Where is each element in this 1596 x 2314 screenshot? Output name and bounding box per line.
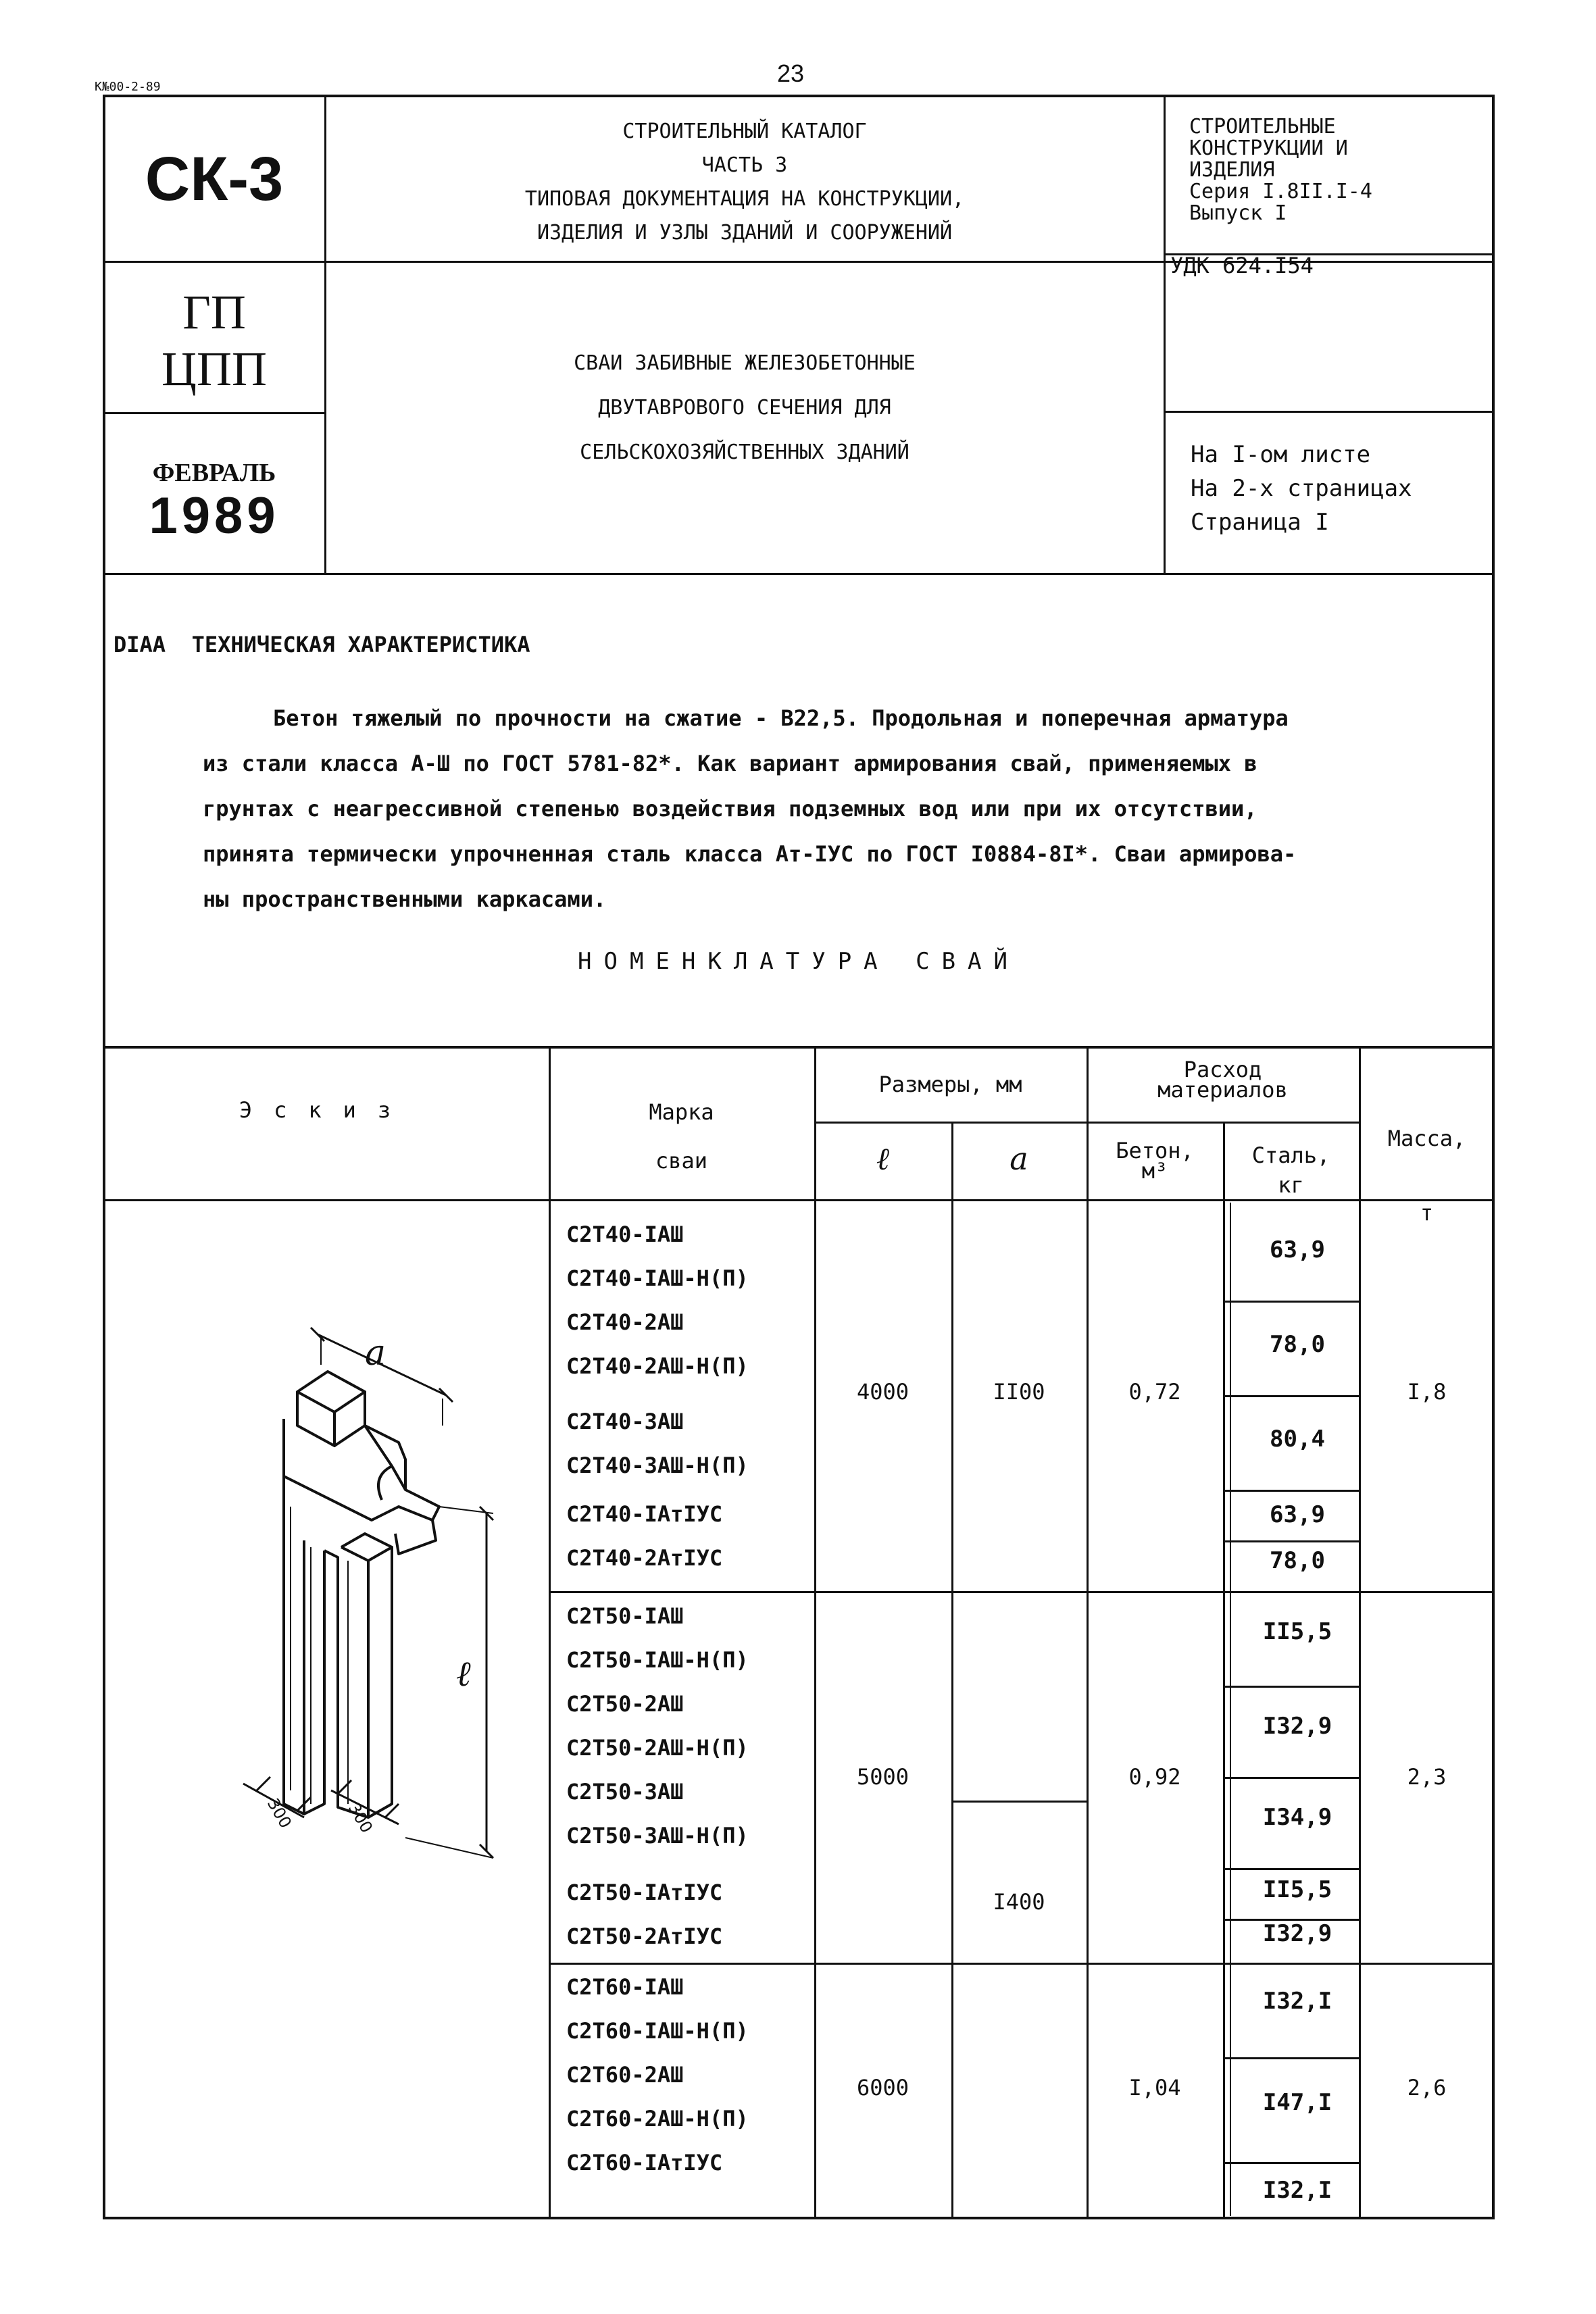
pile-cap-end xyxy=(395,1520,436,1554)
pile-mark: С2Т40-2АШ xyxy=(566,1309,684,1335)
pile-cap-notch xyxy=(378,1466,392,1500)
header-mark-line: Марка xyxy=(649,1099,714,1125)
pile-mark: С2Т40-3АШ xyxy=(566,1409,684,1434)
header-concrete-line: м³ xyxy=(1141,1158,1168,1184)
page-number: 23 xyxy=(777,59,805,87)
steel-cell-line xyxy=(1223,1868,1359,1870)
label-a: а xyxy=(365,1333,386,1374)
paragraph-line: принята термически упрочненная сталь класса Ат-IУС по ГОСТ I0884-8I*. Сваи армирова- xyxy=(203,841,1297,867)
pile-mark: С2Т60-IАтIУС xyxy=(566,2150,723,2175)
mass-value: 2,3 xyxy=(1407,1764,1447,1790)
pile-mark: С2Т50-2АтIУС xyxy=(566,1923,723,1949)
issue-month: ФЕВРАЛЬ xyxy=(152,459,276,487)
pile-head-side xyxy=(334,1392,365,1446)
table-top-border xyxy=(103,1046,1495,1049)
issue-year: 1989 xyxy=(149,487,280,545)
sheet-line: Страница I xyxy=(1191,509,1329,536)
header-mark-line: сваи xyxy=(655,1148,708,1174)
steel-cell-line xyxy=(1223,1686,1359,1688)
header-l: ℓ xyxy=(876,1140,890,1177)
pile-mark: С2Т50-3АШ-Н(П) xyxy=(566,1823,749,1848)
udk-code: УДК 624.I54 xyxy=(1170,253,1314,278)
document-subject xyxy=(326,341,1164,475)
paragraph-line: ны пространственными каркасами. xyxy=(203,886,607,912)
organization xyxy=(103,284,326,397)
header-concrete xyxy=(1087,1138,1223,1184)
series-line: Серия I.8II.I-4 xyxy=(1189,180,1372,203)
steel-cell-line xyxy=(1223,1301,1359,1303)
sheet-line: На I-ом листе xyxy=(1191,441,1371,468)
header-concrete-line: Бетон, xyxy=(1116,1138,1194,1163)
col-divider-mark xyxy=(814,1046,816,2219)
pile-web xyxy=(304,1540,324,1814)
paragraph-text: Бетон тяжелый по прочности на сжатие - В22,5. Продольная и поперечная арматура xyxy=(273,705,1289,731)
series-line: Выпуск I xyxy=(1189,201,1287,225)
header-right-divider-2 xyxy=(1164,411,1495,413)
steel-value: II5,5 xyxy=(1262,1876,1332,1903)
catalog-line: ИЗДЕЛИЯ И УЗЛЫ ЗДАНИЙ И СООРУЖЕНИЙ xyxy=(537,221,953,245)
header-steel xyxy=(1223,1140,1359,1200)
pile-mark: С2Т50-IАШ xyxy=(566,1603,684,1629)
section-title: ТЕХНИЧЕСКАЯ ХАРАКТЕРИСТИКА xyxy=(191,632,530,657)
catalog-title xyxy=(326,115,1164,250)
pile-flange-top xyxy=(341,1534,392,1547)
steel-cell-line xyxy=(1223,1395,1359,1397)
organization-line-2: ЦПП xyxy=(161,342,267,396)
length-value: 4000 xyxy=(856,1379,909,1405)
steel-value: II5,5 xyxy=(1262,1618,1332,1645)
header-mark xyxy=(549,1088,814,1185)
steel-value: 63,9 xyxy=(1270,1236,1325,1263)
header-steel-line: Сталь, xyxy=(1251,1142,1330,1168)
group-divider-1 xyxy=(549,1591,1495,1593)
header-mass-line: т xyxy=(1420,1200,1434,1226)
pile-mark: С2Т60-IАШ-Н(П) xyxy=(566,2018,749,2044)
concrete-value: I,04 xyxy=(1128,2075,1181,2101)
concrete-value: 0,72 xyxy=(1128,1379,1181,1405)
pile-mark: С2Т40-2АШ-Н(П) xyxy=(566,1353,749,1379)
nomenclature-title: НОМЕНКЛАТУРА СВАЙ xyxy=(578,948,1020,975)
header-mass xyxy=(1359,1101,1495,1250)
pile-mark: С2Т50-3АШ xyxy=(566,1779,684,1805)
width-value: II00 xyxy=(993,1379,1045,1405)
pile-mark: С2Т40-IАШ-Н(П) xyxy=(566,1265,749,1291)
pile-mark: С2Т60-2АШ-Н(П) xyxy=(566,2106,749,2132)
concrete-value: 0,92 xyxy=(1128,1764,1181,1790)
col-divider-l xyxy=(951,1122,953,2219)
steel-value: I34,9 xyxy=(1262,1804,1332,1831)
paragraph-line xyxy=(203,696,1405,741)
steel-value: I32,9 xyxy=(1262,1713,1332,1740)
steel-cell-line xyxy=(1223,1490,1359,1492)
pile-mark: С2Т40-2АтIУС xyxy=(566,1545,723,1571)
steel-value: 78,0 xyxy=(1270,1547,1325,1574)
pile-mark: С2Т40-IАШ xyxy=(566,1222,684,1247)
col-divider-sketch xyxy=(549,1046,551,2219)
steel-value: 63,9 xyxy=(1270,1501,1325,1528)
steel-value: 80,4 xyxy=(1270,1426,1325,1453)
series-block xyxy=(1189,116,1372,224)
pile-flange-right-side xyxy=(368,1547,392,1817)
pile-head-top xyxy=(297,1372,365,1412)
series-line: КОНСТРУКЦИИ И xyxy=(1189,136,1348,160)
catalog-line: ТИПОВАЯ ДОКУМЕНТАЦИЯ НА КОНСТРУКЦИИ, xyxy=(524,187,965,211)
pile-flange-left xyxy=(284,1476,304,1814)
pile-mark: С2Т50-2АШ xyxy=(566,1691,684,1717)
mass-value: I,8 xyxy=(1407,1379,1447,1405)
subject-line: СЕЛЬСКОХОЗЯЙСТВЕННЫХ ЗДАНИЙ xyxy=(580,441,909,464)
steel-cell-line xyxy=(1223,2057,1359,2059)
header-mass-line: Масса, xyxy=(1387,1126,1466,1151)
header-left-divider xyxy=(103,412,326,414)
label-width-1: 300 xyxy=(263,1795,295,1832)
catalog-line: ЧАСТЬ 3 xyxy=(701,153,788,177)
section-code: DIAA xyxy=(114,632,166,657)
paragraph-line: грунтах с неагрессивной степенью воздействия подземных вод или при их отсутствии, xyxy=(203,796,1257,822)
pile-mark: С2Т50-IАтIУС xyxy=(566,1880,723,1905)
header-consumption xyxy=(1087,1057,1359,1103)
steel-value: I47,I xyxy=(1262,2089,1332,2116)
subject-line: ДВУТАВРОВОГО СЕЧЕНИЯ ДЛЯ xyxy=(598,396,891,420)
section-heading xyxy=(114,632,530,657)
series-line: ИЗДЕЛИЯ xyxy=(1189,158,1275,182)
header-sizes: Размеры, мм xyxy=(878,1072,1022,1097)
label-width-2: 300 xyxy=(344,1800,376,1836)
length-value: 6000 xyxy=(856,2075,909,2101)
header-steel-line: кг xyxy=(1278,1172,1304,1198)
series-line: СТРОИТЕЛЬНЫЕ xyxy=(1189,115,1336,139)
pile-sketch xyxy=(203,1317,527,1871)
paragraph-line: из стали класса А-Ш по ГОСТ 5781-82*. Как вариант армирования свай, применяемых в xyxy=(203,751,1257,776)
header-a: а xyxy=(1009,1140,1028,1177)
pile-flange-right xyxy=(324,1547,368,1817)
technical-paragraph xyxy=(203,696,1405,922)
pile-head-front xyxy=(297,1392,334,1446)
col-divider-sizes xyxy=(1087,1046,1089,2219)
width-value: I400 xyxy=(993,1889,1045,1915)
header-bottom-border xyxy=(103,573,1495,575)
sheet-info xyxy=(1191,438,1412,539)
document-code: К№00-2-89 xyxy=(95,80,161,94)
length-value: 5000 xyxy=(856,1764,909,1790)
group-divider-2 xyxy=(549,1963,1495,1965)
label-l: ℓ xyxy=(456,1654,471,1694)
pile-mark: С2Т40-3АШ-Н(П) xyxy=(566,1453,749,1478)
a-cell-divider xyxy=(951,1801,1087,1803)
steel-value: I32,9 xyxy=(1262,1920,1332,1947)
header-consumption-line: материалов xyxy=(1157,1077,1288,1103)
pile-mark: С2Т50-IАШ-Н(П) xyxy=(566,1647,749,1673)
steel-cell-line xyxy=(1223,1540,1359,1542)
organization-line-1: ГП xyxy=(182,285,246,339)
catalog-line: СТРОИТЕЛЬНЫЙ КАТАЛОГ xyxy=(622,120,867,143)
pile-hatch xyxy=(291,1507,348,1804)
col-divider-concrete xyxy=(1223,1122,1225,2219)
header-consumption-line: Расход xyxy=(1183,1057,1262,1082)
pile-mark: С2Т40-IАтIУС xyxy=(566,1501,723,1527)
sheet-line: На 2-х страницах xyxy=(1191,475,1412,502)
pile-mark: С2Т60-IАШ xyxy=(566,1974,684,2000)
dim-l-ext xyxy=(405,1507,493,1858)
pile-cap xyxy=(284,1419,439,1520)
steel-value: I32,I xyxy=(1262,1988,1332,2015)
header-divider-right xyxy=(1164,95,1166,574)
steel-cell-line xyxy=(1223,1777,1359,1779)
steel-value: 78,0 xyxy=(1270,1331,1325,1358)
mass-value: 2,6 xyxy=(1407,2075,1447,2101)
pile-mark: С2Т60-2АШ xyxy=(566,2062,684,2088)
steel-value: I32,I xyxy=(1262,2177,1332,2204)
steel-cell-line xyxy=(1223,2162,1359,2164)
header-sketch: Эскиз xyxy=(239,1097,413,1123)
pile-mark: С2Т50-2АШ-Н(П) xyxy=(566,1735,749,1761)
subject-line: СВАИ ЗАБИВНЫЕ ЖЕЛЕЗОБЕТОННЫЕ xyxy=(574,351,916,375)
catalog-code: СК-3 xyxy=(145,144,284,213)
